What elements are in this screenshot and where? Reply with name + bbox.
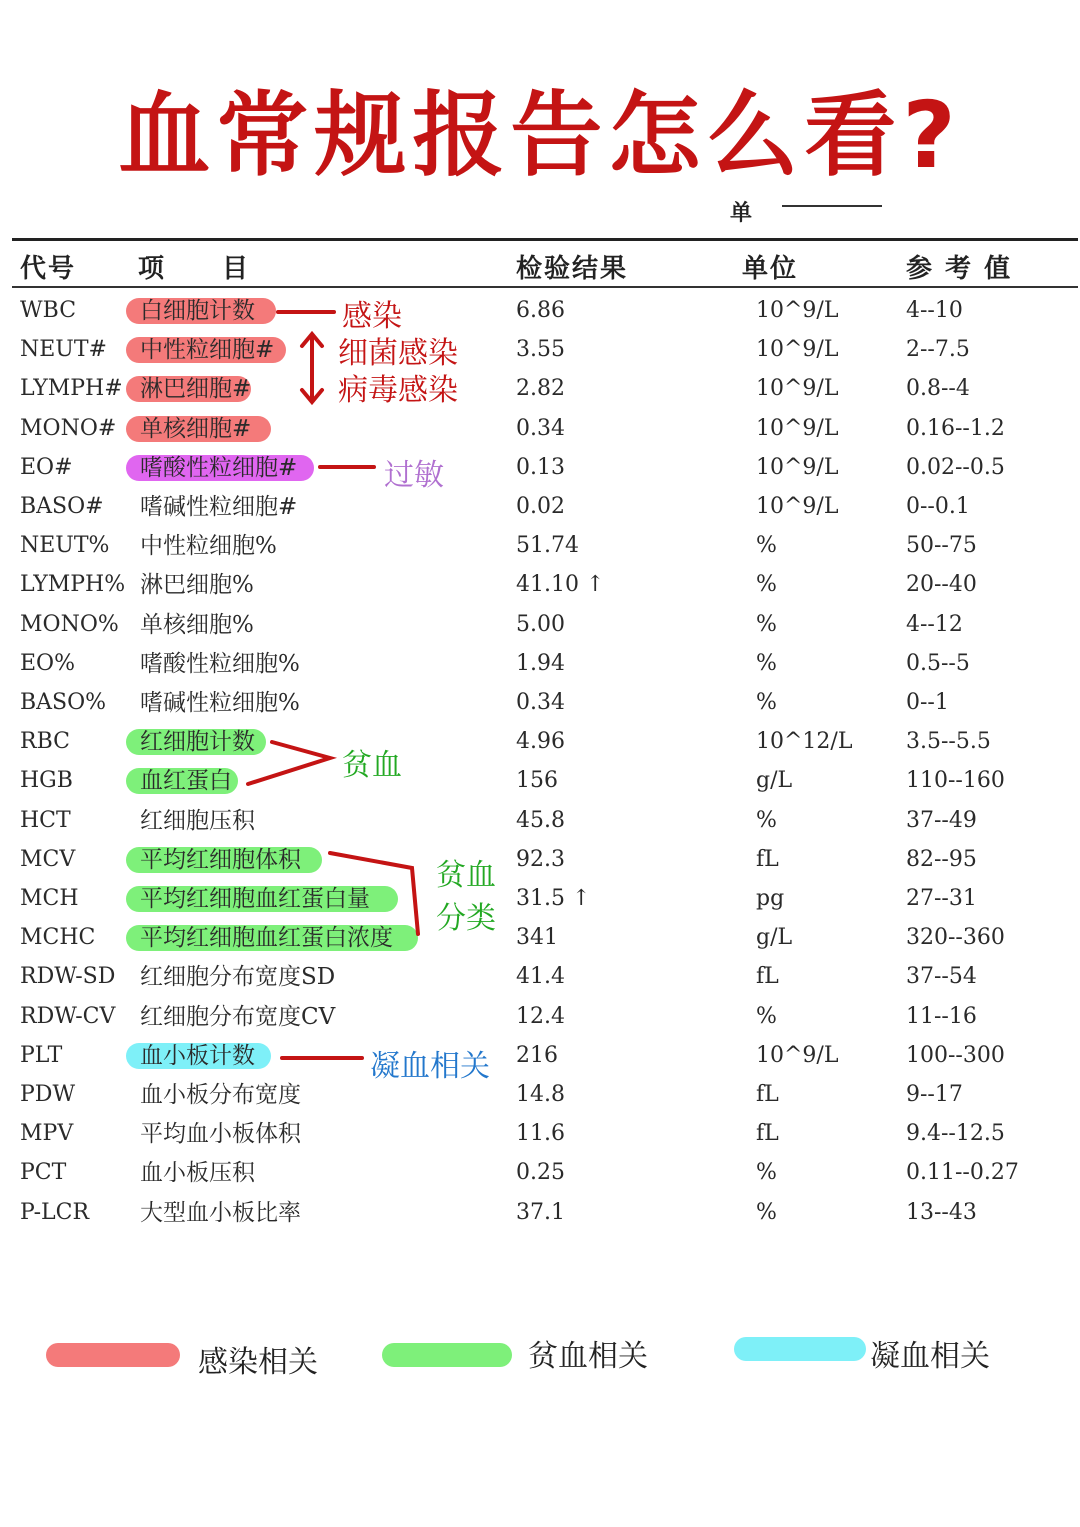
row-code: RDW-CV [20,1004,116,1029]
row-unit: % [756,651,777,676]
note-coagulation: 凝血相关 [370,1049,490,1084]
row-reference: 0.5--5 [906,651,970,676]
row-unit: 10^9/L [756,298,839,323]
row-result: 0.34 [516,690,565,715]
row-reference: 11--16 [906,1004,977,1029]
row-item-name: 淋巴细胞% [140,572,254,598]
row-item-name: 淋巴细胞# [140,376,252,402]
row-result: 14.8 [516,1082,565,1107]
row-reference: 0--1 [906,690,949,715]
row-item-name: 血小板压积 [140,1160,255,1186]
row-item-name: 嗜碱性粒细胞% [140,690,300,716]
row-result: 45.8 [516,808,565,833]
row-reference: 0--0.1 [906,494,970,519]
row-code: MONO% [20,612,119,637]
row-result: 216 [516,1043,558,1068]
row-result: 0.25 [516,1160,565,1185]
row-code: WBC [20,298,77,323]
header-result: 检验结果 [516,254,629,284]
row-item-name: 平均红细胞血红蛋白量 [140,886,370,912]
row-reference: 9.4--12.5 [906,1121,1005,1146]
row-reference: 82--95 [906,847,977,872]
header-reference: 参 考 值 [906,254,1013,284]
row-code: PLT [20,1043,63,1068]
row-code: MPV [20,1121,74,1146]
row-item-name: 单核细胞% [140,612,254,638]
row-result: 4.96 [516,729,565,754]
row-item-name: 中性粒细胞# [140,337,275,363]
row-reference: 2--7.5 [906,337,970,362]
row-item-name: 红细胞分布宽度SD [140,964,336,990]
row-code: PDW [20,1082,76,1107]
row-unit: fL [756,964,779,989]
note-infection: 感染 [342,299,402,334]
row-item-name: 大型血小板比率 [140,1200,301,1226]
row-unit: g/L [756,768,793,793]
row-reference: 4--12 [906,612,963,637]
row-reference: 20--40 [906,572,977,597]
row-code: RBC [20,729,70,754]
row-unit: 10^9/L [756,376,839,401]
row-result: 5.00 [516,612,565,637]
row-unit: 10^9/L [756,1043,839,1068]
row-result: 92.3 [516,847,565,872]
row-reference: 0.16--1.2 [906,416,1005,441]
row-reference: 13--43 [906,1200,977,1225]
row-reference: 0.8--4 [906,376,970,401]
row-item-name: 血小板计数 [140,1043,255,1069]
row-unit: pg [756,886,785,911]
row-unit: fL [756,847,779,872]
row-unit: % [756,612,777,637]
row-result: 341 [516,925,558,950]
row-code: EO# [20,455,73,480]
row-code: LYMPH% [20,572,126,597]
row-item-name: 嗜酸性粒细胞% [140,651,300,677]
row-code: HCT [20,808,71,833]
row-result: 12.4 [516,1004,565,1029]
row-code: P-LCR [20,1200,90,1225]
row-unit: % [756,808,777,833]
row-result: 3.55 [516,337,565,362]
row-reference: 110--160 [906,768,1005,793]
row-result: 41.10 ↑ [516,572,605,597]
row-reference: 4--10 [906,298,963,323]
row-result: 0.02 [516,494,565,519]
row-code: BASO% [20,690,107,715]
row-code: MCH [20,886,79,911]
header-code: 代号 [20,254,77,284]
row-unit: 10^9/L [756,416,839,441]
row-result: 41.4 [516,964,565,989]
row-result: 51.74 [516,533,579,558]
legend-swatch-infection [46,1343,180,1367]
row-item-name: 平均红细胞血红蛋白浓度 [140,925,393,951]
row-code: BASO# [20,494,104,519]
row-item-name: 红细胞分布宽度CV [140,1004,336,1030]
row-reference: 100--300 [906,1043,1005,1068]
row-item-name: 嗜酸性粒细胞# [140,455,298,481]
row-item-name: 中性粒细胞% [140,533,277,559]
row-reference: 37--54 [906,964,977,989]
legend-label-infection: 感染相关 [198,1345,318,1380]
row-item-name: 嗜碱性粒细胞# [140,494,298,520]
row-item-name: 血小板分布宽度 [140,1082,301,1108]
legend-swatch-coagulation [734,1337,866,1361]
row-result: 31.5 ↑ [516,886,591,911]
row-unit: fL [756,1082,779,1107]
row-unit: % [756,1200,777,1225]
row-result: 1.94 [516,651,565,676]
row-reference: 0.11--0.27 [906,1160,1019,1185]
row-unit: % [756,1004,777,1029]
row-reference: 9--17 [906,1082,963,1107]
row-unit: 10^9/L [756,494,839,519]
row-reference: 3.5--5.5 [906,729,991,754]
note-anemia: 贫血 [342,748,402,783]
row-code: HGB [20,768,73,793]
note-viral: 病毒感染 [338,373,458,408]
row-item-name: 红细胞计数 [140,729,255,755]
row-result: 6.86 [516,298,565,323]
row-code: MCHC [20,925,96,950]
row-unit: 10^9/L [756,455,839,480]
row-unit: 10^9/L [756,337,839,362]
row-code: NEUT# [20,337,107,362]
row-reference: 27--31 [906,886,977,911]
row-item-name: 平均血小板体积 [140,1121,301,1147]
row-unit: % [756,690,777,715]
row-reference: 320--360 [906,925,1005,950]
row-code: MCV [20,847,76,872]
row-item-name: 血红蛋白 [140,768,232,794]
row-item-name: 白细胞计数 [140,298,255,324]
row-code: LYMPH# [20,376,123,401]
row-unit: g/L [756,925,793,950]
legend-label-coagulation: 凝血相关 [870,1339,990,1374]
row-code: EO% [20,651,75,676]
row-reference: 37--49 [906,808,977,833]
row-code: MONO# [20,416,117,441]
row-result: 156 [516,768,558,793]
row-item-name: 红细胞压积 [140,808,255,834]
unit-marker: 单 [730,201,753,226]
row-unit: % [756,572,777,597]
header-item: 项 目 [138,254,251,284]
row-item-name: 平均红细胞体积 [140,847,301,873]
page-title: 血常规报告怎么看? [118,82,962,189]
row-reference: 50--75 [906,533,977,558]
note-anemia-type-1: 贫血 [436,858,496,893]
legend-label-anemia: 贫血相关 [528,1339,648,1374]
legend-swatch-anemia [382,1343,512,1367]
row-code: NEUT% [20,533,110,558]
row-unit: fL [756,1121,779,1146]
anemia-bracket [248,742,330,784]
row-unit: % [756,533,777,558]
row-result: 37.1 [516,1200,565,1225]
row-reference: 0.02--0.5 [906,455,1005,480]
note-anemia-type-2: 分类 [436,901,496,936]
note-allergy: 过敏 [384,458,444,493]
header-unit: 单位 [742,254,799,284]
row-code: RDW-SD [20,964,116,989]
row-result: 0.13 [516,455,565,480]
row-result: 11.6 [516,1121,565,1146]
row-unit: % [756,1160,777,1185]
row-result: 0.34 [516,416,565,441]
row-item-name: 单核细胞# [140,416,252,442]
row-result: 2.82 [516,376,565,401]
row-unit: 10^12/L [756,729,853,754]
row-code: PCT [20,1160,67,1185]
note-bacterial: 细菌感染 [338,336,458,371]
anemia-type-bracket [330,853,418,934]
